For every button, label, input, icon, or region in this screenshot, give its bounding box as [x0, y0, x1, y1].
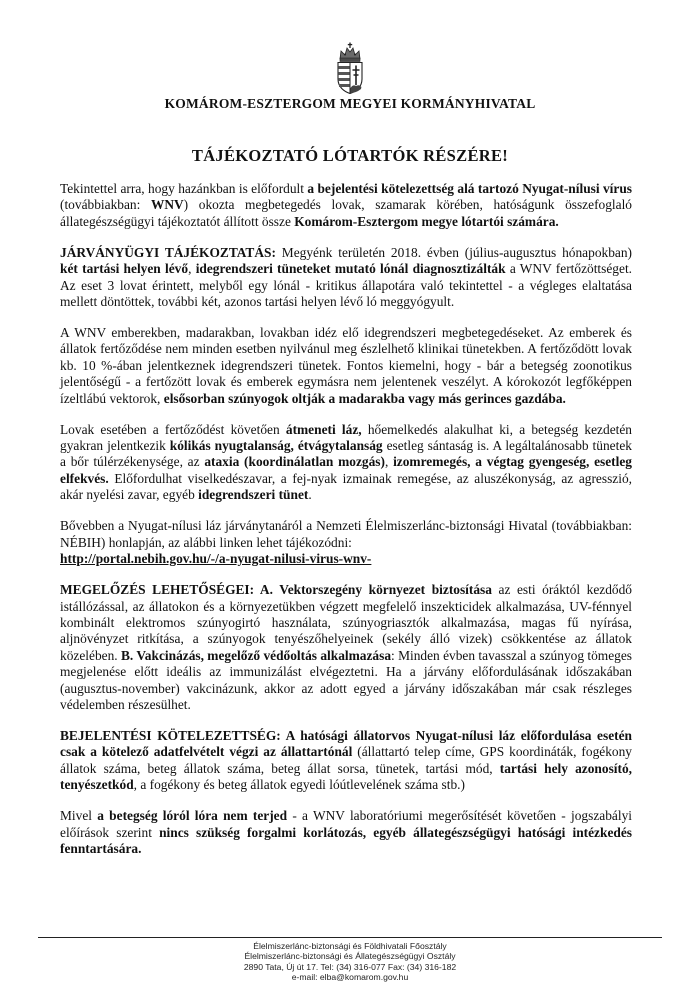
text-run: Előfordulhat viselkedészavar, a fej-nyak izmainak remegése, az aluszékonyság, az agresszió, akár nyelési zavar, egyéb	[60, 470, 632, 503]
text-run: esetleg sántaság is. A legáltalánosabb tünetek a bőr túlérzékenysége, az	[60, 438, 632, 470]
document-title: TÁJÉKOZTATÓ LÓTARTÓK RÉSZÉRE!	[191, 146, 509, 165]
bold-run: idegrendszeri tüneteket mutató lónál diagnosztizálták	[195, 261, 506, 277]
text-run: ,	[188, 261, 196, 277]
bold-run: átmeneti láz,	[285, 421, 362, 437]
document-body	[60, 181, 632, 872]
text-run: a WNV fertőzöttséget. Az eset 3 lovat érintett, melyből egy lónál - kritikus állapotára való tekintettel - a végleges elaltatása mellett döntöttek, további két, azonos tartási helyen lévő ló meggyógyult.	[60, 261, 633, 310]
section-heading: MEGELŐZÉS LEHETŐSÉGEI: A. Vektorszegény környezet biztosítása	[60, 582, 492, 598]
bold-run: nincs szükség forgalmi korlátozás, egyéb állategészségügyi hatósági intézkedés fenntartására.	[60, 824, 632, 856]
text-run: (továbbiakban:	[60, 197, 151, 213]
text-run: (állattartó telep címe, GPS koordináták, fogékony állatok száma, beteg állatok száma, beteg állat sorsa, tünetek, tartási mód,	[60, 744, 632, 776]
footer	[0, 941, 700, 982]
footer-address: 2890 Tata, Új út 17. Tel: (34) 316-077 Fax: (34) 316-182	[243, 961, 457, 972]
text-run: Mivel	[60, 808, 98, 824]
text-run: , a fogékony és beteg állatok egyedi lóútlevelének száma stb.)	[133, 777, 465, 793]
bold-run: izomremegés, a végtag gyengeség, esetleg elfekvés.	[60, 454, 632, 486]
text-run: az esti óráktól kezdődő istállózással, az állatokon és a környezetükben végzett megfelelő inszekticidek alkalmazása, UV-fénnyel kombinált elektromos szúnyogirtó használata, szúnyogriasztók alkalmazása, magas fű nyírása, aljnövényzet ritkítása, a szúnyogok tenyészőhelyeinek (sekély álló vizek) csökkentése az állatok közelében.	[60, 582, 632, 663]
text-run: hőemelkedés alakulhat ki, a betegség kezdetén gyakran jelentkezik	[60, 421, 632, 454]
section-heading: JÁRVÁNYÜGYI TÁJÉKOZTATÁS:	[60, 244, 276, 260]
bold-run: a betegség lóról lóra nem terjed	[97, 808, 288, 824]
bold-run: B. Vakcinázás, megelőző védőoltás alkalmazása	[120, 647, 392, 663]
text-run: A WNV emberekben, madarakban, lovakban idéz elő idegrendszeri megbetegedéseket. Az emberek és állatok fertőződése nem minden esetben nyilvánul meg észlelhető klinikai tünetekben. A fertőződött lovak kb. 10 %-ában jelentkeznek idegrendszeri tünetek. Fontos kiemelni, hogy - bár a betegség zoonotikus jelentőségű - a fertőzött lovak és emberek egymásra nem jelentenek veszélyt. A kórokozót legfőképpen ízeltlábú vektorok,	[60, 325, 632, 406]
section-heading: BEJELENTÉSI KÖTELEZETTSÉG: A hatósági állatorvos Nyugat-nílusi láz előfordulása esetén csak a kötelező adatfelvételt végzi az állattartónál	[60, 727, 632, 760]
nebih-link[interactable]: http://portal.nebih.gov.hu/-/a-nyugat-nilusi-virus-wnv-	[60, 551, 372, 567]
bold-run: tartási hely azonosító, tenyészetkód	[60, 760, 632, 793]
bold-run: ataxia (koordinálatlan mozgás)	[204, 454, 385, 470]
footer-divider	[38, 937, 662, 938]
bold-run: Komárom-Esztergom megye lótartói számára.	[294, 213, 559, 229]
epidemiology-paragraph	[60, 245, 632, 311]
virus-info-paragraph	[60, 325, 632, 407]
text-run: Bővebben a Nyugat-nílusi láz járványtanáról a Nemzeti Élelmiszerlánc-biztonsági Hivatal (továbbiakban: NÉBIH) honlapján, az alábbi linken lehet tájékozódni:	[60, 518, 632, 550]
text-run: Tekintettel arra, hogy hazánkban is előfordult	[60, 181, 308, 196]
hungarian-coat-of-arms-icon	[334, 42, 366, 94]
bold-run: két tartási helyen lévő	[60, 261, 189, 277]
bold-run: elsősorban szúnyogok oltják a madarakba vagy más gerinces gazdába.	[163, 390, 566, 406]
text-run: ,	[384, 454, 394, 470]
symptoms-paragraph	[60, 422, 632, 504]
more-info-paragraph	[60, 518, 632, 567]
reporting-paragraph	[60, 728, 632, 794]
prevention-paragraph	[60, 582, 632, 713]
footer-email: e-mail: elba@komarom.gov.hu	[291, 971, 409, 982]
footer-unit: Élelmiszerlánc-biztonsági és Állategészségügyi Osztály	[244, 951, 456, 962]
text-run: Lovak esetében a fertőződést követően	[60, 421, 286, 437]
text-run: - a WNV laboratóriumi megerősítését követően - jogszabályi előírások szerint	[60, 808, 632, 840]
text-run: : Minden évben tavasszal a szúnyog tömeges megjelenése előtt ideális az immunizálást elvégeztetni. Ha a járvány előfordulásának időszakában (augusztus-november) vakcinázunk, akkor az adott egyed a járvány időszakában már csak részleges védelemben részesülhet.	[60, 647, 632, 712]
intro-paragraph	[60, 181, 632, 230]
bold-run: WNV	[150, 197, 184, 213]
text-run: .	[308, 487, 312, 503]
bold-run: a bejelentési kötelezettség alá tartozó Nyugat-nílusi vírus	[307, 181, 632, 196]
text-run: Megyénk területén 2018. évben (július-augusztus hónapokban)	[275, 244, 632, 260]
footer-department: Élelmiszerlánc-biztonsági és Földhivatali Főosztály	[253, 941, 447, 951]
bold-run: idegrendszeri tünet	[198, 487, 309, 503]
agency-name: KOMÁROM-ESZTERGOM MEGYEI KORMÁNYHIVATAL	[164, 96, 536, 111]
bold-run: kólikás nyugtalanság, étvágytalanság	[169, 438, 383, 454]
text-run: ) okozta megbetegedés lovak, szamarak körében, hatóságunk összefoglaló állategészségügyi tájékoztatót állított össze	[60, 197, 632, 229]
conclusion-paragraph	[60, 808, 632, 857]
